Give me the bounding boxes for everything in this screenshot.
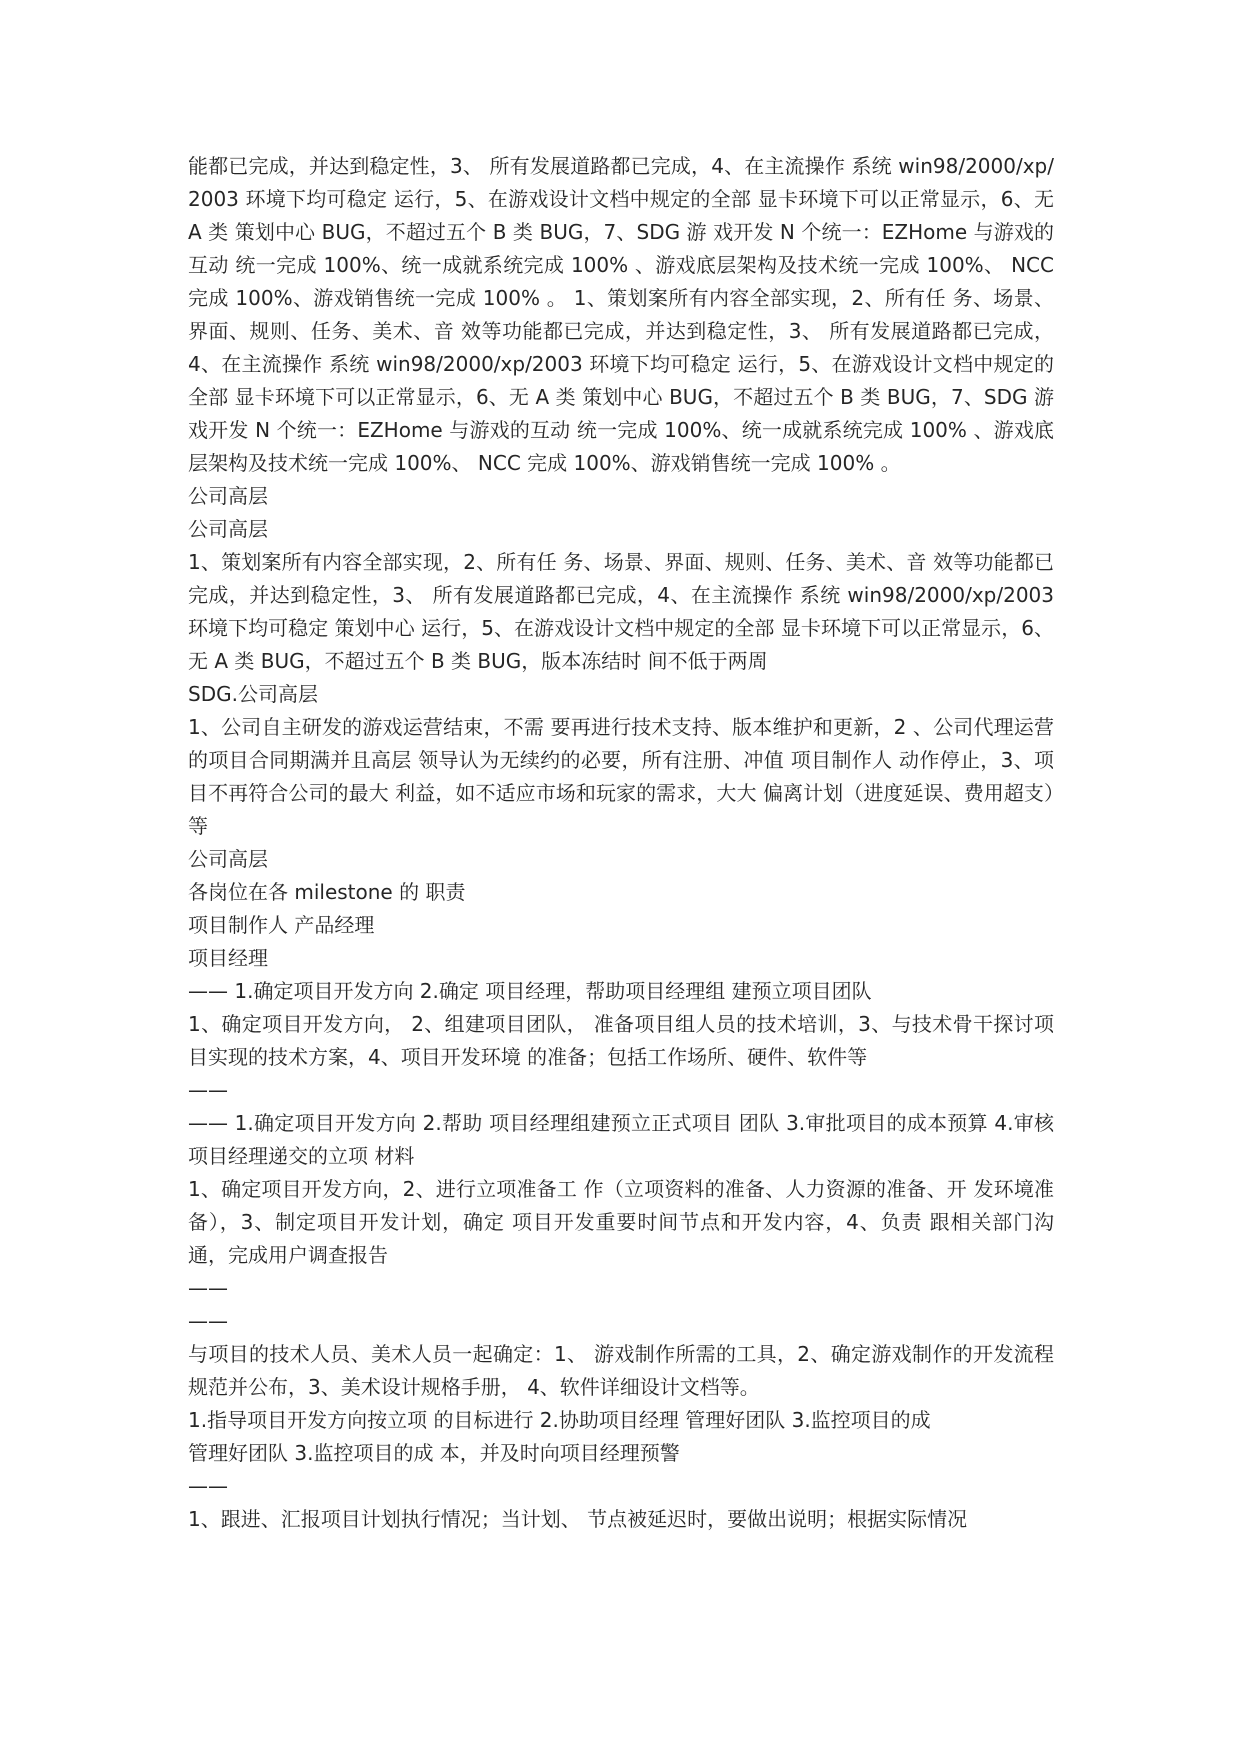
document-page xyxy=(188,0,1061,1754)
paragraph-roles-producer-pm: 项目制作人 产品经理 xyxy=(188,913,375,937)
paragraph-completion-criteria: 能都已完成，并达到稳定性，3、 所有发展道路都已完成，4、在主流操作 系统 win98/2000/xp/2003 环境下均可稳定 运行，5、在游戏设计文档中规定的全部 显卡环境下可以正常显示，6、无 A 类 策划中心 BUG，不超过五个 B 类 BUG，7、SDG 游 戏开发 N 个统一：EZHome 与游戏的互动 统一完成 100%、统一成就系统完成 100% 、游戏底层架构及技术统一完成 100%、 NCC 完成 100%、游戏销售统一完成 100% 。 1、策划案所有内容全部实现，2、所有任 务、场景、界面、规则、任务、美术、音 效等功能都已完成，并达到稳定性，3、 所有发展道路都已完成，4、在主流操作 系统 win98/2000/xp/2003 环境下均可稳定 运行，5、在游戏设计文档中规定的全部 显卡环境下可以正常显示，6、无 A 类 策划中心 BUG，不超过五个 B 类 BUG，7、SDG 游 戏开发 N 个统一：EZHome 与游戏的互动 统一完成 100%、统一成就系统完成 100% 、游戏底层架构及技术统一完成 100%、 NCC 完成 100%、游戏销售统一完成 100% 。 xyxy=(188,154,1061,475)
paragraph-dash-2: —— xyxy=(188,1276,228,1300)
paragraph-version-freeze-criteria: 1、策划案所有内容全部实现，2、所有任 务、场景、界面、规则、任务、美术、音 效等功能都已完成，并达到稳定性，3、 所有发展道路都已完成，4、在主流操作 系统 win98/2000/xp/2003 环境下均可稳定 策划中心 运行，5、在游戏设计文档中规定的全部 显卡环境下可以正常显示，6、无 A 类 BUG，不超过五个 B 类 BUG，版本冻结时 间不低于两周 xyxy=(188,550,1061,673)
paragraph-guidance-duty: 1.指导项目开发方向按立项 的目标进行 2.协助项目经理 管理好团队 3.监控项目的成 xyxy=(188,1408,931,1432)
paragraph-producer-duty-2: —— 1.确定项目开发方向 2.帮助 项目经理组建预立正式项目 团队 3.审批项目的成本预算 4.审核项目经理递交的立项 材料 xyxy=(188,1111,1054,1168)
paragraph-pm-duty-1: 1、确定项目开发方向， 2、组建项目团队， 准备项目组人员的技术培训，3、与技术骨干探讨项目实现的技术方案，4、项目开发环境 的准备；包括工作场所、硬件、软件等 xyxy=(188,1012,1054,1069)
paragraph-team-management-duty: 管理好团队 3.监控项目的成 本，并及时向项目经理预警 xyxy=(188,1441,680,1465)
paragraph-dash-3: —— xyxy=(188,1309,228,1333)
paragraph-dash-1: —— xyxy=(188,1078,228,1102)
paragraph-tech-art-confirmation: 与项目的技术人员、美术人员一起确定：1、 游戏制作所需的工具，2、确定游戏制作的开发流程规范并公布，3、美术设计规格手册， 4、软件详细设计文档等。 xyxy=(188,1342,1054,1399)
paragraph-project-termination: 1、公司自主研发的游戏运营结束，不需 要再进行技术支持、版本维护和更新，2 、公司代理运营的项目合同期满并且高层 领导认为无续约的必要，所有注册、冲值 项目制作人 动作停止，3、项目不再符合公司的最大 利益，如不适应市场和玩家的需求，大大 偏离计划（进度延误、费用超支）等 xyxy=(188,715,1054,838)
paragraph-dash-4: —— xyxy=(188,1474,228,1498)
paragraph-role-project-manager: 项目经理 xyxy=(188,946,268,970)
paragraph-sdg-company-senior: SDG.公司高层 xyxy=(188,682,318,706)
paragraph-pm-duty-2: 1、确定项目开发方向，2、进行立项准备工 作（立项资料的准备、人力资源的准备、开 发环境准备），3、制定项目开发计划，确定 项目开发重要时间节点和开发内容，4、负责 跟相关部门沟通，完成用户调查报告 xyxy=(188,1177,1054,1267)
paragraph-milestone-duties-heading: 各岗位在各 milestone 的 职责 xyxy=(188,880,466,904)
paragraph-company-senior-3: 公司高层 xyxy=(188,847,268,871)
paragraph-company-senior-1: 公司高层 xyxy=(188,484,268,508)
paragraph-follow-up-report: 1、跟进、汇报项目计划执行情况；当计划、 节点被延迟时，要做出说明；根据实际情况 xyxy=(188,1507,968,1531)
paragraph-company-senior-2: 公司高层 xyxy=(188,517,268,541)
paragraph-producer-duty-1: —— 1.确定项目开发方向 2.确定 项目经理，帮助项目经理组 建预立项目团队 xyxy=(188,979,872,1003)
